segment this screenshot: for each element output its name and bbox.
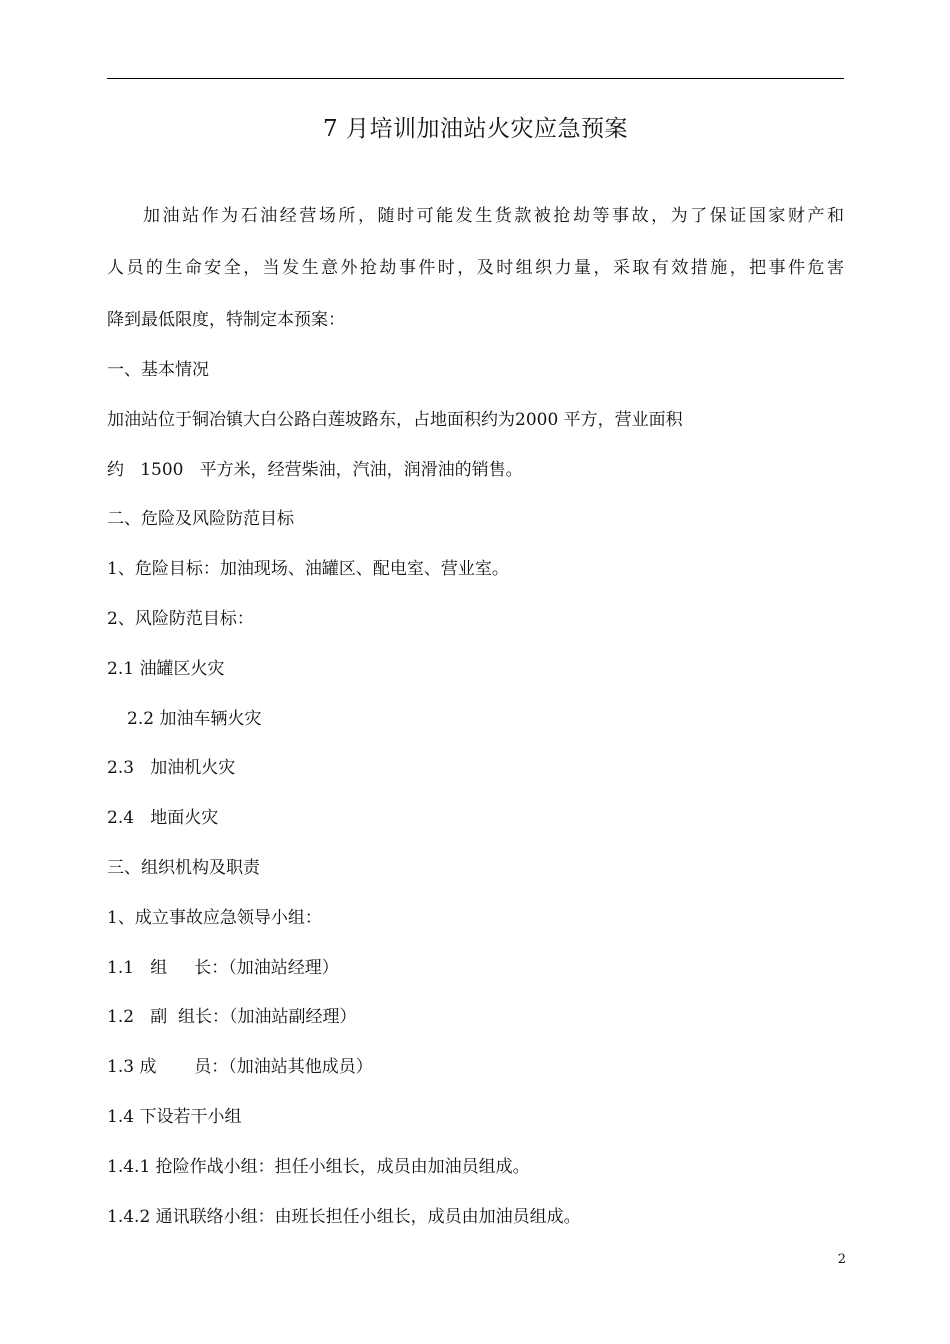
- list-item: 1、成立事故应急领导小组：: [107, 907, 322, 928]
- list-item: 2.3 加油机火灾: [107, 758, 236, 779]
- list-item: 1.4.1 抢险作战小组：担任小组长，成员由加油员组成。: [107, 1156, 530, 1177]
- list-item: 1、危险目标：加油现场、油罐区、配电室、营业室。: [107, 559, 509, 580]
- document-title: 7 月培训加油站火灾应急预案: [323, 116, 628, 142]
- header-rule: [107, 78, 844, 79]
- list-item: 2.4 地面火灾: [107, 808, 219, 829]
- page-number: 2: [837, 1252, 846, 1267]
- list-item: 1.3 成 员：（加油站其他成员）: [107, 1057, 373, 1078]
- intro-paragraph-line: 加油站作为石油经营场所，随时可能发生货款被抢劫等事故，为了保证国家财产和: [143, 206, 844, 226]
- intro-paragraph-line: 人员的生命安全，当发生意外抢劫事件时，及时组织力量，采取有效措施，把事件危害: [107, 258, 844, 278]
- section-heading-risk-targets: 二、危险及风险防范目标: [107, 509, 294, 530]
- list-item: 2、风险防范目标：: [107, 608, 254, 629]
- list-item: 1.4.2 通讯联络小组：由班长担任小组长，成员由加油员组成。: [107, 1206, 581, 1227]
- body-line: 约 1500 平方米，经营柴油，汽油，润滑油的销售。: [107, 459, 523, 480]
- section-heading-organization: 三、组织机构及职责: [107, 857, 260, 878]
- list-item: 2.1 油罐区火灾: [107, 658, 225, 679]
- list-item: 2.2 加油车辆火灾: [127, 708, 262, 729]
- intro-paragraph-line: 降到最低限度，特制定本预案：: [107, 310, 345, 330]
- list-item: 1.2 副 组长：（加油站副经理）: [107, 1007, 357, 1028]
- list-item: 1.1 组 长：（加油站经理）: [107, 957, 339, 978]
- section-heading-basic-info: 一、基本情况: [107, 360, 209, 380]
- list-item: 1.4 下设若干小组: [107, 1106, 242, 1127]
- document-body: [107, 190, 844, 1242]
- body-line: 加油站位于铜冶镇大白公路白莲坡路东，占地面积约为2000 平方，营业面积: [107, 409, 683, 430]
